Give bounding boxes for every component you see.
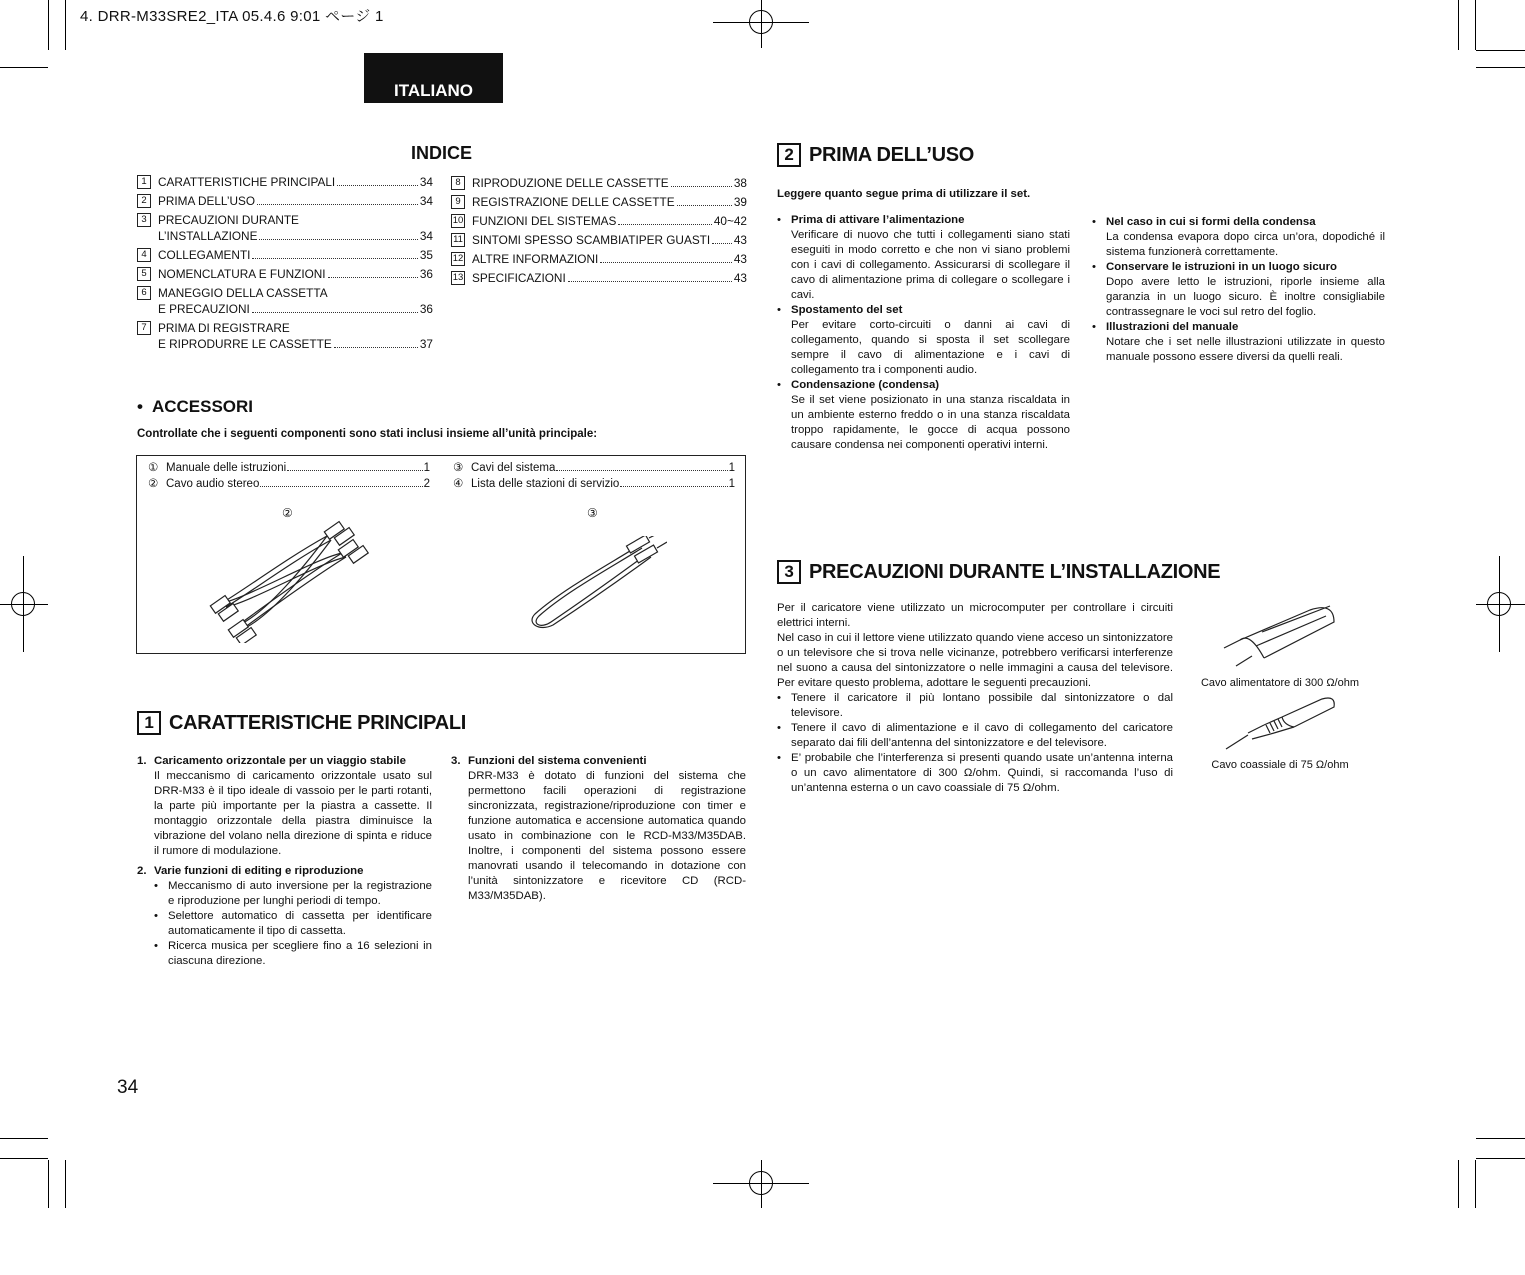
accessory-mark: ② [148,478,159,490]
section-1-number: 1 [137,711,161,735]
section-3-heading [777,560,1220,584]
accessory-qty: 1 [728,478,735,490]
accessories-heading [137,397,253,417]
index-entry-number: 7 [137,321,151,335]
page-number: 34 [117,1077,139,1098]
accessory-mark: ④ [453,478,464,490]
feature-title: Funzioni del sistema convenienti [468,755,647,767]
index-entry-page: 37 [419,337,433,351]
index-entry [451,195,747,209]
precaution-item: • Nel caso in cui si formi della condensa La condensa evapora dopo circa un’ora, dopodiché il sistema funzionerà correttamente. [1092,216,1385,258]
coaxial-cable-illustration [1222,695,1342,755]
section-1-title: CARATTERISTICHE PRINCIPALI [169,711,467,734]
feature-item-2 [137,864,432,969]
precaution-item: • Prima di attivare l’alimentazione Verificare di nuovo che tutti i collegamenti siano stati eseguiti in modo corretto e che non vi siano problemi con i cavi di collegamento. Assicurarsi di scollegare il cavo di alimentazione prima di collegare o scollegare i cavi. [777,214,1070,301]
section-2-intro: Leggere quanto segue prima di utilizzare il set. [777,188,1031,200]
accessories-box [136,455,746,654]
section-2-title: PRIMA DELL’USO [809,143,975,166]
accessory-label: Cavi del sistema [471,462,556,474]
accessory-qty: 1 [728,462,735,474]
accessory-item [148,477,430,491]
index-entry-title: ALTRE INFORMAZIONI [472,252,599,266]
index-entry [137,321,433,351]
index-entry-title: PRIMA DELL’USO [158,194,256,208]
accessory-mark: ③ [453,462,464,474]
installation-bullet: • E’ probabile che l’interferenza si presenti quando usate un’antenna interna o un cavo alimentatore di 300 Ω/ohm. Quindi, si raccomanda l’uso di un’antenna esterna o un cavo coassiale di 75 Ω/ohm. [777,752,1173,794]
feature-title: Varie funzioni di editing e riproduzione [154,865,364,877]
index-entry-page: 34 [419,229,433,243]
stereo-cable-illustration [207,518,377,643]
feature-number: 1. [137,755,147,767]
index-entry-title: NOMENCLATURA E FUNZIONI [158,267,326,281]
section-1-right-column [451,754,746,904]
index-entry-page: 34 [419,175,433,189]
index-entry [137,175,433,189]
index-entry-page: 34 [419,194,433,208]
index-entry-title: REGISTRAZIONE DELLE CASSETTE [472,195,675,209]
index-entry-number: 4 [137,248,151,262]
feature-bullet: • Ricerca musica per scegliere fino a 16 selezioni in ciascuna direzione. [154,940,432,967]
index-entry-title: PRIMA DI REGISTRARE [158,321,290,335]
index-entry [451,271,747,285]
index-entry-page: 40~42 [713,214,747,228]
accessory-mark: ① [148,462,159,474]
index-entry-number: 12 [452,253,464,264]
section-2-right-column [1092,215,1385,365]
accessory-item [453,477,735,491]
figure-label-stereo-cable: ② [282,506,293,520]
feeder-cable-caption: Cavo alimentatore di 300 Ω/ohm [1200,677,1360,689]
index-right-column [451,176,747,290]
index-entry-number: 9 [451,195,465,209]
accessories-bullet: • [137,397,143,416]
index-entry-page: 39 [733,195,747,209]
index-entry-page: 43 [733,233,747,247]
accessory-item [148,461,430,475]
index-entry-number: 8 [451,176,465,190]
index-entry-number: 1 [137,175,151,189]
feature-item-1 [137,754,432,859]
index-entry [137,286,433,316]
index-entry-page: 35 [419,248,433,262]
feeder-cable-illustration [1222,602,1342,672]
index-entry-title: CARATTERISTICHE PRINCIPALI [158,175,336,189]
accessory-label: Lista delle stazioni di servizio [471,478,620,490]
accessory-label: Cavo audio stereo [166,478,260,490]
accessory-label: Manuale delle istruzioni [166,462,287,474]
index-entry-number: 11 [451,233,465,247]
index-entry [137,213,433,243]
section-1-left-column [137,754,432,969]
precaution-item: • Condensazione (condensa) Se il set viene posizionato in una stanza riscaldata in un ambiente esterno freddo o in una stanza riscaldata troppo rapidamente, le gocce di acqua possono causare condensa nei componenti operativi interni. [777,379,1070,451]
accessories-list-right [453,461,735,493]
index-entry-title: SPECIFICAZIONI [472,271,566,285]
print-header: 4. DRR-M33SRE2_ITA 05.4.6 9:01 ページ 1 [80,8,384,25]
index-entry-number: 10 [452,215,464,226]
index-title: INDICE [410,143,472,163]
index-entry-title: PRECAUZIONI DURANTE [158,213,299,227]
installation-bullet: • Tenere il caricatore il più lontano possibile dal sintonizzatore o dal televisore. [777,692,1173,719]
precaution-item: • Spostamento del set Per evitare corto-circuiti o danni ai cavi di collegamento, quando si sposta il set scollegare sempre il cavo di alimentazione e i cavi di collegamento tra i componenti audio. [777,304,1070,376]
index-entry-number: 2 [137,194,151,208]
accessory-qty: 2 [423,478,430,490]
index-entry [451,176,747,190]
index-entry-page: 43 [733,271,747,285]
index-entry-title: E RIPRODURRE LE CASSETTE [158,337,332,351]
index-entry-number: 3 [137,213,151,227]
section-3-text [777,601,1173,796]
feature-number: 2. [137,865,147,877]
feature-bullet: • Selettore automatico di cassetta per identificare automaticamente il tipo di cassetta. [154,910,432,937]
index-entry-number: 5 [137,267,151,281]
accessories-title: ACCESSORI [151,397,254,416]
precaution-item: • Illustrazioni del manuale Notare che i set nelle illustrazioni utilizzate in questo manuale possono essere diversi da quelli reali. [1092,321,1385,363]
index-entry-page: 36 [419,302,433,316]
section-3-para-1: Per il caricatore viene utilizzato un microcomputer per controllare i circuiti elettrici interni. [777,602,1173,629]
section-3-title: PRECAUZIONI DURANTE L’INSTALLAZIONE [809,560,1221,583]
section-1-heading [137,711,466,735]
index-entry-title: FUNZIONI DEL SISTEMAS [472,214,617,228]
feature-body: Il meccanismo di caricamento orizzontale usato sul DRR-M33 è il tipo ideale di vassoio per le parti rotanti, la parte più importante per la piastra a cassette. Il montaggio orizzontale della piastra diminuisce la vibrazione del volano nella direzione di spinta e riduce il rumore di modulazione. [154,770,432,857]
accessories-list-left [148,461,430,493]
index-entry-page: 43 [733,252,747,266]
index-entry-title: E PRECAUZIONI [158,302,250,316]
figure-label-system-cable: ③ [587,506,598,520]
language-tab-label: ITALIANO [393,81,473,100]
index-entry-page: 36 [419,267,433,281]
index-entry [137,248,433,262]
index-entry [451,214,747,228]
index-entry-title: L’INSTALLAZIONE [158,229,258,243]
feature-body: DRR-M33 è dotato di funzioni del sistema che permettono facili operazioni di registrazione sincronizzata, registrazione/riproduzione con timer e funzione automatica e accensione automatica quando usato in combinazione con le RCD-M33/M35DAB. Inoltre, i componenti del sistema possono essere manovrati usando il telecomando in dotazione con l’unità sintonizzatore e ricevitore CD (RCD-M33/M35DAB). [468,770,746,902]
section-2-left-column [777,213,1070,453]
index-entry-number: 13 [452,272,464,283]
feature-number: 3. [451,755,461,767]
index-entry [451,252,747,266]
section-3-para-2: Nel caso in cui il lettore viene utilizzato quando viene acceso un sintonizzatore o un televisore che si trova nelle vicinanze, potrebbero verificarsi interferenze nel suono a causa del sintonizzatore o nelle immagini a causa del televisore. Per evitare questo problema, adottare le seguenti precauzioni. [777,632,1173,689]
accessories-intro: Controllate che i seguenti componenti sono stati inclusi insieme all’unità principale: [137,428,598,440]
section-3-number: 3 [777,560,801,584]
index-entry-title: MANEGGIO DELLA CASSETTA [158,286,328,300]
index-entry-title: COLLEGAMENTI [158,248,251,262]
language-tab [364,53,503,103]
accessory-qty: 1 [423,462,430,474]
index-entry-number: 6 [137,286,151,300]
accessory-item [453,461,735,475]
coaxial-cable-caption: Cavo coassiale di 75 Ω/ohm [1211,759,1349,771]
index-left-column [137,175,433,356]
index-entry-title: SINTOMI SPESSO SCAMBIATIPER GUASTI [472,233,711,247]
feature-title: Caricamento orizzontale per un viaggio stabile [154,755,406,767]
section-2-number: 2 [777,143,801,167]
section-2-heading [777,143,974,167]
index-entry [137,194,433,208]
feature-item-3 [451,754,746,904]
index-entry-title: RIPRODUZIONE DELLE CASSETTE [472,176,669,190]
feature-bullet: • Meccanismo di auto inversione per la registrazione e riproduzione per lunghi periodi di tempo. [154,880,432,907]
system-cable-illustration [527,536,667,631]
index-entry [451,233,747,247]
precaution-item: • Conservare le istruzioni in un luogo sicuro Dopo avere letto le istruzioni, riporle insieme alla garanzia in un luogo sicuro. È inoltre consigliabile contrassegnare le voci sul retro del foglio. [1092,261,1385,318]
index-entry [137,267,433,281]
installation-bullet: • Tenere il cavo di alimentazione e il cavo di collegamento del caricatore separato dai fili dell’antenna del sintonizzatore e del televisore. [777,722,1173,749]
index-entry-page: 38 [733,176,747,190]
